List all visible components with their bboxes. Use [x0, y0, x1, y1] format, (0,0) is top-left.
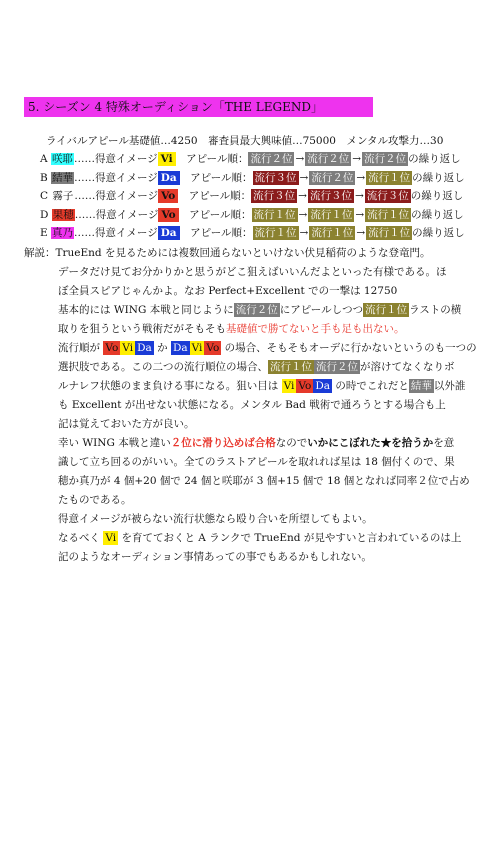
explanation-line: 解説：TrueEnd を見るためには複数回通らないといけない伏見稲荷のような登竜門。	[24, 247, 431, 259]
order-arrow: →	[298, 208, 308, 221]
idol-letter: D	[40, 208, 49, 221]
order-label: アピール順：	[189, 208, 252, 221]
da-badge: Da	[137, 342, 152, 354]
trend-tag: 流行１位	[367, 208, 410, 221]
order-arrow: →	[299, 171, 309, 184]
red-emphasis: ２位に滑り込めば合格	[170, 437, 276, 449]
trend-tag: 流行３位	[254, 171, 297, 184]
trend-tag: 流行１位	[368, 171, 411, 184]
idol-name: 霧子	[52, 190, 74, 202]
name-box: 結華	[410, 380, 432, 392]
order-tail: の繰り返し	[408, 153, 461, 165]
trend-tag: 流行２位	[250, 153, 293, 165]
idol-name: 咲耶	[51, 153, 73, 165]
order-tail: の繰り返し	[412, 171, 465, 184]
idol-letter: E	[40, 227, 48, 239]
trend-tag: 流行１位	[253, 208, 296, 221]
order-label: アピール順：	[190, 227, 253, 239]
idol-letter: A	[40, 153, 48, 165]
image-badge: Da	[158, 171, 180, 185]
order-tail: の繰り返し	[411, 208, 464, 221]
idol-dots: ……得意イメージ	[74, 208, 159, 221]
explanation-line: なるべく Vi を育てておくと A ランクで TrueEnd が見やすいと言われているのは上	[58, 532, 462, 544]
explanation-line: ルナレフ状態のまま負ける事になる。狙い目は Vi Vo Da の時でこれだと 結華 以外誰	[58, 380, 466, 392]
order-arrow: →	[355, 208, 365, 221]
image-badge: Vi	[158, 152, 176, 166]
idol-name: 結華	[52, 171, 74, 184]
explanation-line: 流行順が Vo Vi Da か Da Vi Vo の場合、そもそもオーデに行かないというのも一つの	[58, 342, 477, 354]
order-arrow: →	[356, 171, 366, 184]
vo-badge: Vo	[298, 380, 312, 392]
order-tail: の繰り返し	[410, 190, 464, 202]
order-arrow: →	[354, 190, 364, 202]
explanation-line: 取りを狙うという戦術だがそもそも基礎値で勝てないと手も足も出ない。	[58, 323, 405, 335]
vo-badge: Vo	[105, 342, 119, 354]
idol-dots: ……得意イメージ	[74, 190, 159, 202]
da-badge: Da	[172, 342, 188, 354]
idol-dots: ……得意イメージ	[74, 227, 158, 239]
trend-tag: 流行２位	[307, 153, 350, 165]
explanation-line: 記は覚えておいた方が良い。	[58, 418, 195, 430]
vo-badge: Vo	[206, 342, 220, 354]
trend-tag: 流行１位	[254, 227, 297, 239]
rank1-box: 流行１位	[270, 361, 312, 373]
vi-badge: Vi	[105, 532, 117, 544]
trend-tag: 流行２位	[311, 171, 354, 184]
bold-emphasis: いかにこぼれた★を拾うか	[307, 437, 434, 449]
explanation-line: 基本的には WING 本戦と同じように 流行２位 にアピールしつつ 流行１位 ラストの横	[58, 304, 462, 316]
rank1-box: 流行１位	[365, 304, 408, 316]
idol-row	[40, 188, 463, 204]
order-label: アピール順：	[190, 171, 253, 184]
vi-badge: Vi	[283, 380, 295, 392]
idol-dots: ……得意イメージ	[74, 171, 158, 184]
explanation-line: データだけ見てお分かりかと思うがどこ狙えばいいんだよといった有様である。ほ	[58, 266, 447, 278]
trend-tag: 流行１位	[368, 227, 411, 239]
explanation-line: 記のようなオーディション事情あっての事でもあるかもしれない。	[58, 551, 372, 563]
explanation-line: 選択肢である。この二つの流行順位の場合、 流行１位 流行２位 が溶けてなくなりボ	[58, 361, 455, 373]
trend-tag: 流行３位	[253, 190, 296, 202]
order-arrow: →	[298, 190, 307, 202]
order-arrow: →	[356, 227, 366, 239]
trend-tag: 流行１位	[311, 227, 354, 239]
red-emphasis: 基礎値で勝てないと手も足も出ない。	[226, 323, 405, 335]
rank2-box: 流行２位	[316, 361, 358, 373]
idol-row	[40, 225, 465, 241]
idol-letter: B	[40, 171, 48, 184]
vi-badge: Vi	[122, 342, 134, 354]
explanation-line: 得意イメージが被らない流行状態なら殴り合いを所望してもよい。	[58, 513, 373, 525]
order-tail: の繰り返し	[412, 227, 465, 239]
trend-tag: 流行２位	[364, 153, 407, 165]
rival-stats: ライバルアピール基礎値…4250 審査員最大興味値…75000 メンタル攻撃力…30	[46, 135, 444, 147]
idol-row	[40, 207, 464, 223]
order-arrow: →	[352, 153, 362, 165]
explanation-line: も Excellent が出せない状態になる。メンタル Bad 戦術で通ろうとする場合も上	[58, 399, 446, 411]
trend-tag: 流行１位	[310, 208, 353, 221]
explanation-line: たものである。	[58, 494, 132, 506]
vi-badge: Vi	[191, 342, 203, 354]
section-heading: 5. シーズン 4 特殊オーディション「THE LEGEND」	[24, 97, 373, 117]
rank2-box: 流行２位	[235, 304, 278, 316]
da-badge: Da	[315, 380, 331, 392]
idol-name: 真乃	[52, 227, 74, 239]
idol-row	[40, 151, 461, 167]
idol-letter: C	[40, 190, 49, 202]
image-badge: Vo	[158, 189, 178, 203]
explanation-line: 識して立ち回るのがいい。全てのラストアピールを取れれば星は 18 個付くので、果	[58, 456, 455, 468]
trend-tag: 流行３位	[309, 190, 352, 202]
idol-dots: ……得意イメージ	[73, 153, 158, 165]
order-arrow: →	[299, 227, 309, 239]
idol-name: 果穂	[52, 208, 74, 221]
explanation-line: 幸い WING 本戦と違い２位に滑り込めば合格なのでいかにこぼれた★を拾うかを意	[58, 437, 455, 449]
order-label: アピール順：	[186, 153, 249, 165]
explanation-line: 穂か真乃が 4 個+20 個で 24 個と咲耶が 3 個+15 個で 18 個となれば同率２位で占め	[58, 475, 470, 487]
explanation-line: ぼ全員スピアじゃんかよ。なお Perfect+Excellent での一撃は 12750	[58, 285, 398, 297]
trend-tag: 流行３位	[366, 190, 409, 202]
image-badge: Vo	[158, 208, 178, 222]
order-arrow: →	[295, 153, 305, 165]
idol-row	[40, 170, 465, 186]
image-badge: Da	[158, 226, 180, 240]
order-label: アピール順：	[188, 190, 252, 202]
